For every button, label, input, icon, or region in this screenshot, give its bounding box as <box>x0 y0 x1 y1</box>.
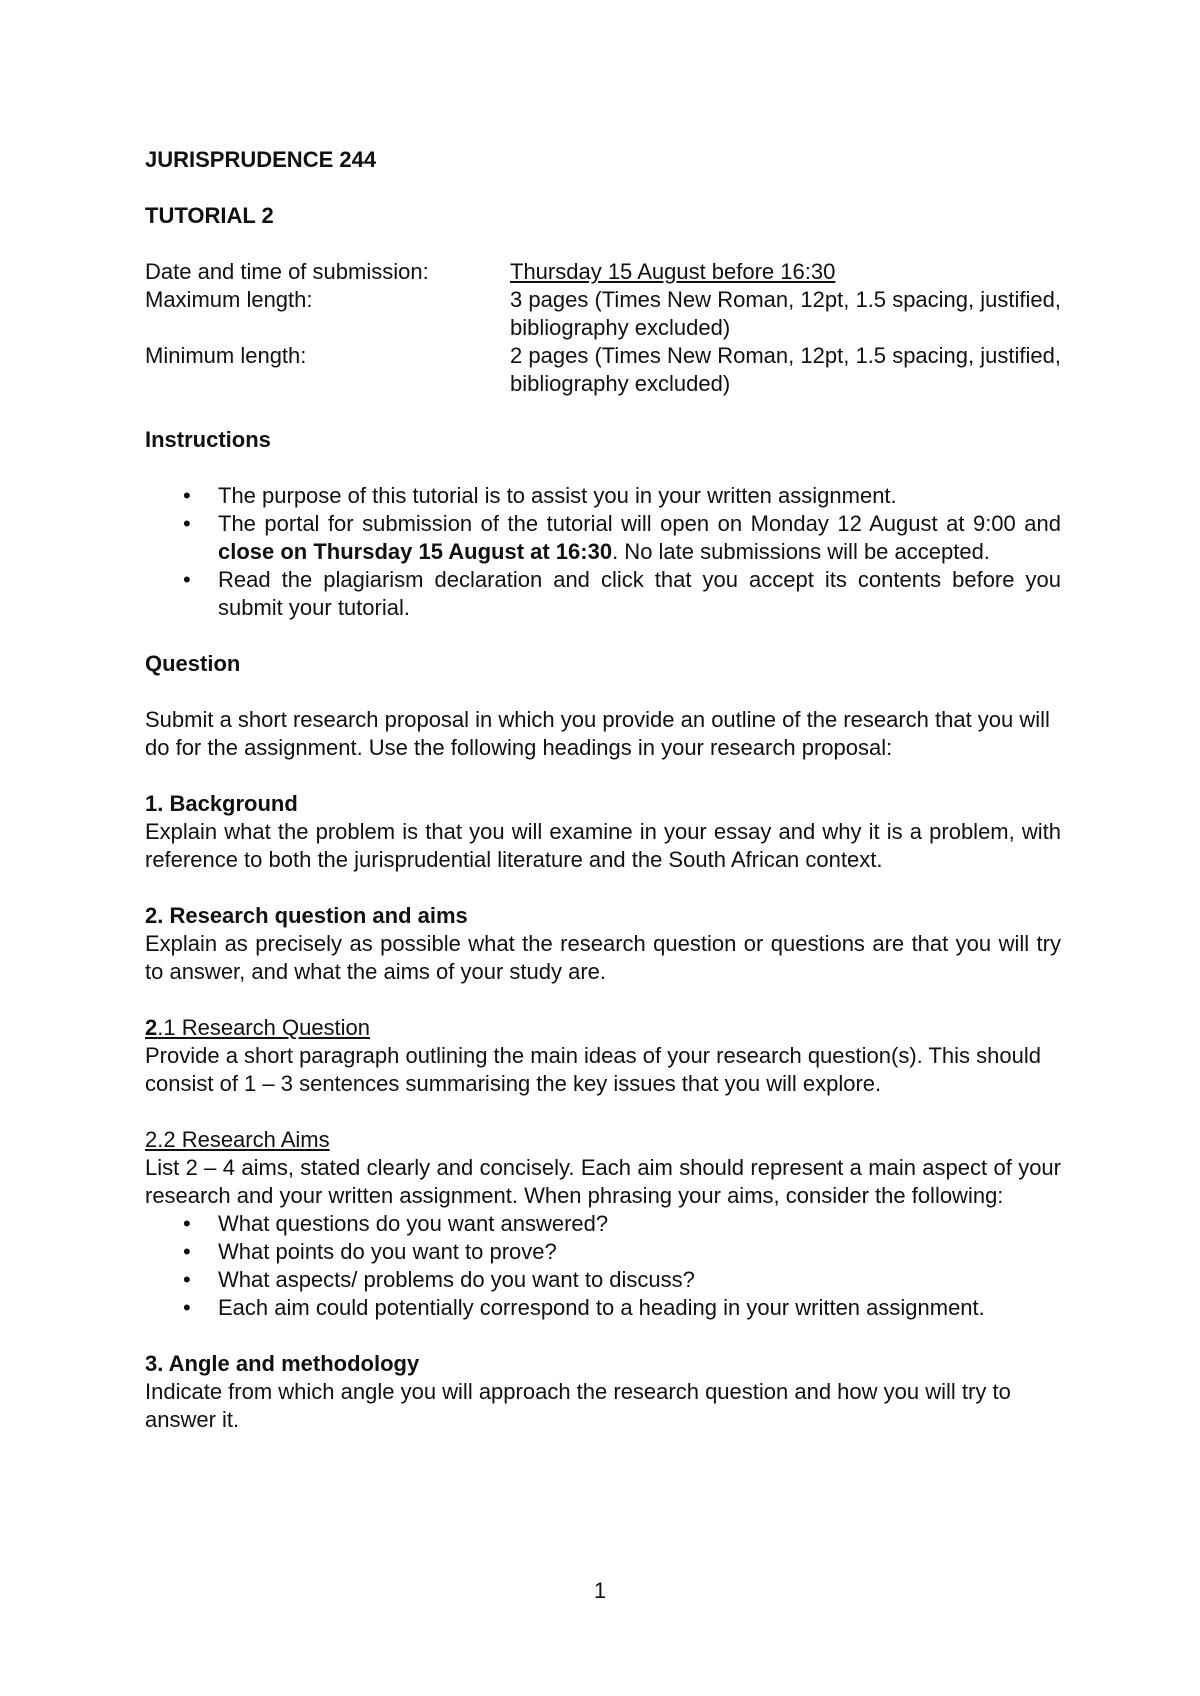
deadline-emphasis: close on Thursday 15 August at 16:30 <box>218 539 613 564</box>
list-item: • What questions do you want answered? <box>183 1211 609 1236</box>
instructions-list <box>145 482 1061 622</box>
min-length-value: 2 pages (Times New Roman, 12pt, 1.5 spacing, justified, bibliography excluded) <box>510 343 1061 396</box>
background-heading: 1. Background <box>145 791 298 816</box>
research-aims-list <box>145 1210 1061 1322</box>
angle-methodology-heading: 3. Angle and methodology <box>145 1351 420 1376</box>
submission-date-label: Date and time of submission: <box>145 259 429 284</box>
bullet-icon: • <box>183 483 191 508</box>
min-length-row <box>145 342 1061 398</box>
list-item: • The portal for submission of the tutorial will open on Monday 12 August at 9:00 and close on Thursday 15 August at 16:30. No late submissions will be accepted. <box>183 511 1061 564</box>
submission-date-row <box>145 258 1061 286</box>
list-item: • Read the plagiarism declaration and click that you accept its contents before you submit your tutorial. <box>183 567 1061 620</box>
instructions-heading: Instructions <box>145 427 271 452</box>
submission-date-value: Thursday 15 August before 16:30 <box>510 259 836 284</box>
min-length-label: Minimum length: <box>145 343 307 368</box>
list-item: • What aspects/ problems do you want to discuss? <box>183 1267 695 1292</box>
bullet-icon: • <box>183 1295 191 1320</box>
research-question-aims-text: Explain as precisely as possible what the research question or questions are that you will try to answer, and what the aims of your study are. <box>145 931 1061 984</box>
question-heading: Question <box>145 651 241 676</box>
bullet-icon: • <box>183 1267 191 1292</box>
background-text: Explain what the problem is that you will examine in your essay and why it is a problem, with reference to both the jurisprudential literature and the South African context. <box>145 819 1061 872</box>
page-number: 1 <box>593 1578 607 1603</box>
bullet-icon: • <box>183 1239 191 1264</box>
list-item: • The purpose of this tutorial is to assist you in your written assignment. <box>183 483 897 508</box>
research-question-aims-heading: 2. Research question and aims <box>145 903 468 928</box>
research-question-text: Provide a short paragraph outlining the main ideas of your research question(s). This should consist of 1 – 3 sentences summarising the key issues that you will explore. <box>145 1043 1041 1096</box>
research-aims-heading: 2.2 Research Aims <box>145 1127 330 1152</box>
max-length-value: 3 pages (Times New Roman, 12pt, 1.5 spacing, justified, bibliography excluded) <box>510 287 1061 340</box>
angle-methodology-text: Indicate from which angle you will approach the research question and how you will try to answer it. <box>145 1379 1011 1432</box>
question-intro: Submit a short research proposal in which you provide an outline of the research that you will do for the assignment. Use the following headings in your research proposal: <box>145 707 1050 760</box>
research-question-heading: 2.1 Research Question <box>145 1015 371 1040</box>
list-item: • Each aim could potentially correspond to a heading in your written assignment. <box>183 1295 985 1320</box>
max-length-label: Maximum length: <box>145 287 313 312</box>
bullet-icon: • <box>183 511 191 536</box>
max-length-row <box>145 286 1061 342</box>
list-item: • What points do you want to prove? <box>183 1239 557 1264</box>
document-body <box>145 146 1061 1434</box>
bullet-icon: • <box>183 567 191 592</box>
bullet-icon: • <box>183 1211 191 1236</box>
research-aims-text: List 2 – 4 aims, stated clearly and concisely. Each aim should represent a main aspect of your research and your written assignment. When phrasing your aims, consider the following: <box>145 1155 1061 1208</box>
tutorial-title: TUTORIAL 2 <box>145 203 274 228</box>
course-title: JURISPRUDENCE 244 <box>145 147 377 172</box>
